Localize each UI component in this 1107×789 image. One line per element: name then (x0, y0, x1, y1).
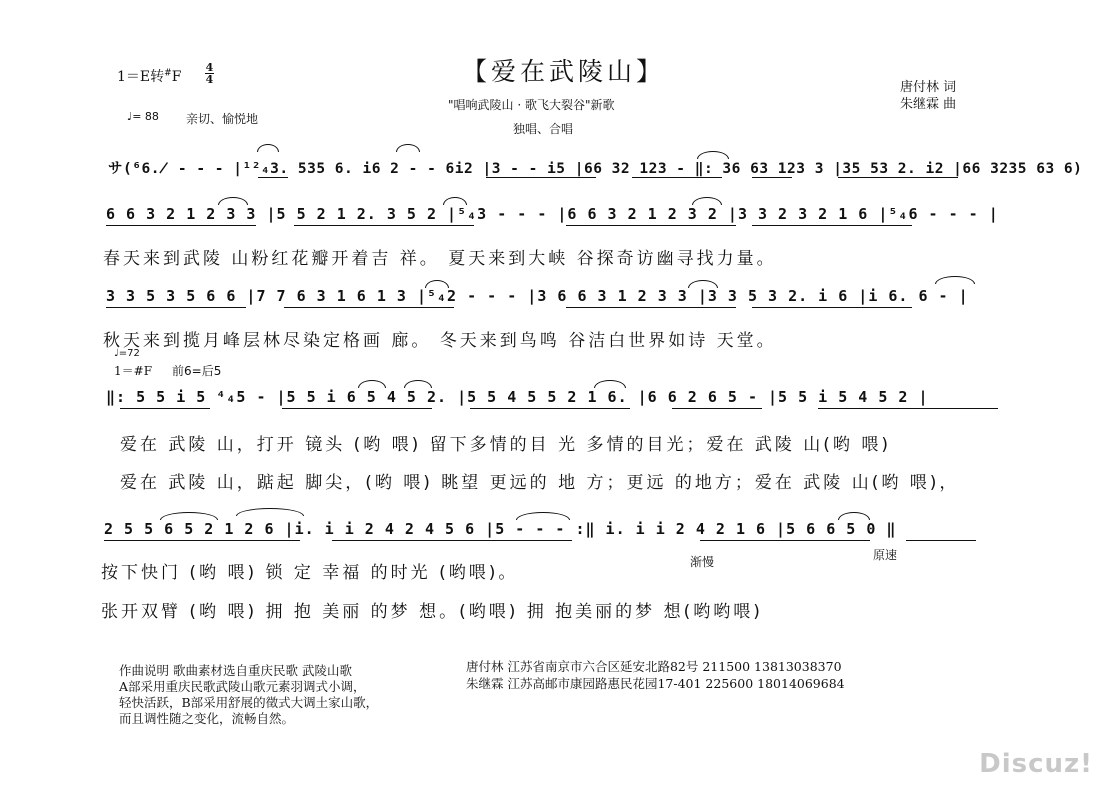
beam (294, 225, 474, 226)
beam (752, 177, 792, 178)
time-bottom: 4 (205, 73, 214, 86)
beam (258, 177, 288, 178)
composition-notes-line: A部采用重庆民歌武陵山歌元素羽调式小调， (119, 679, 366, 694)
metric-modulation: 前6=后5 (172, 364, 222, 378)
key-signature (117, 66, 181, 86)
beam (106, 225, 256, 226)
slur (838, 512, 870, 520)
composition-notes-line: 轻快活跃，B部采用舒展的徵式大调土家山歌， (119, 695, 379, 710)
beam (906, 540, 976, 541)
a-tempo-mark: 原速 (873, 548, 898, 562)
score-row-1: サ(⁶6.̸ - - - |¹²₄3. 535 6. i6 2 - - 6i2 |3 - - i5 |66 32 123 - ‖: 36 63 123 3 |35 53 2. i2 |66 3235 63 6) (108, 161, 1083, 177)
lyrics-row-4-verse-1: 爱在 武陵 山，打开 镜头 (哟 喂) 留下多情的目 光 多情的目光；爱在 武陵 山(哟 喂) (120, 435, 891, 455)
score-row-2: 6 6 3 2 1 2 3 3 |5 5 2 1 2. 3 5 2 |⁵₄3 - - - |6 6 3 2 1 2 3 2 |3 3 2 3 2 1 6 |⁵₄6 - - - | (106, 205, 999, 223)
score-row-3: 3 3 5 3 5 6 6 |7 7 6 3 1 6 1 3 |⁵₄2 - - - |3 6 6 3 1 2 3 3 |3 3 5 3 2. i 6 |i 6. 6 - | (106, 287, 969, 305)
beam (332, 540, 572, 541)
slur (218, 197, 248, 205)
key-label: 1＝E转 (117, 69, 165, 85)
beam (120, 408, 210, 409)
key-to: F (171, 69, 182, 85)
lyrics-row-4-verse-2: 爱在 武陵 山，踮起 脚尖，(哟 喂) 眺望 更远的 地 方；更远 的地方；爱在 武陵 山(哟 喂)， (120, 473, 960, 493)
lyricist: 唐付林 词 (900, 80, 957, 95)
beam (752, 307, 912, 308)
beam (838, 177, 958, 178)
slur (396, 144, 420, 152)
beam (470, 408, 630, 409)
beam (104, 540, 300, 541)
beam (672, 408, 762, 409)
mood-mark: 亲切、愉悦地 (186, 112, 259, 126)
beam (818, 408, 998, 409)
slur (692, 197, 722, 205)
slur (443, 197, 467, 205)
beam (632, 177, 722, 178)
lyrics-row-5-verse-2: 张开双臂 (哟 喂) 拥 抱 美丽 的梦 想。(哟喂) 拥 抱美丽的梦 想(哟哟喂) (101, 602, 763, 622)
composition-notes-line: 而且调性随之变化，流畅自然。 (119, 711, 295, 726)
ritardando-mark: 渐慢 (690, 555, 715, 569)
contact-lyricist: 唐付林 江苏省南京市六合区延安北路82号 211500 13813038370 (466, 659, 842, 674)
subtitle: "唱响武陵山 · 歌飞大裂谷"新歌 (448, 98, 615, 112)
slur (236, 508, 304, 516)
slur (160, 512, 218, 520)
lyrics-row-3: 秋天来到揽月峰层林尽染定格画 廊。 冬天来到鸟鸣 谷洁白世界如诗 天堂。 (103, 331, 777, 351)
slur (688, 280, 718, 288)
beam (566, 225, 736, 226)
beam (282, 408, 432, 409)
beam (106, 307, 246, 308)
tempo-change: ♩=72 (114, 348, 140, 359)
beam (566, 307, 736, 308)
performance-form: 独唱、合唱 (513, 122, 574, 136)
slur (425, 280, 449, 288)
slur (516, 512, 570, 520)
slur (358, 380, 386, 388)
key-change: 1＝#F (114, 364, 153, 378)
time-signature (205, 62, 214, 85)
beam (752, 225, 912, 226)
composition-notes (119, 663, 378, 727)
slur (257, 144, 279, 152)
score-row-5: 2 5 5 6 5 2 1 2 6 |i. i i 2 4 2 4 5 6 |5 - - - :‖ i. i i 2 4 2 1 6 |5 6 6 5 0 ‖ (104, 520, 897, 538)
slur (594, 380, 626, 388)
beam (486, 177, 596, 178)
composer: 朱继霖 曲 (900, 97, 957, 112)
composition-notes-line: 作曲说明 歌曲素材选自重庆民歌 武陵山歌 (119, 663, 352, 678)
song-title: 【爱在武陵山】 (462, 57, 666, 86)
slur (935, 276, 975, 284)
key-sharp: # (164, 68, 172, 79)
lyrics-row-2: 春天来到武陵 山粉红花瓣开着吉 祥。 夏天来到大峡 谷探奇访幽寻找力量。 (103, 249, 777, 269)
beam (284, 307, 454, 308)
lyrics-row-5-verse-1: 按下快门 (哟 喂) 锁 定 幸福 的时光 (哟喂)。 (101, 563, 519, 583)
slur (697, 151, 729, 159)
time-top: 4 (205, 61, 214, 74)
slur (404, 380, 432, 388)
tempo-mark: ♩= 88 (127, 110, 159, 123)
beam (700, 540, 870, 541)
watermark-logo: Discuz! (979, 749, 1093, 779)
contact-composer: 朱继霖 江苏高邮市康园路惠民花园17-401 225600 18014069684 (466, 676, 845, 691)
score-row-4: ‖: 5 5 i 5 ⁴₄5 - |5 5 i 6 5 4 5 2. |5 5 4 5 5 2 1 6. |6 6 2 6 5 - |5 5 i 5 4 5 2 | (106, 388, 929, 406)
